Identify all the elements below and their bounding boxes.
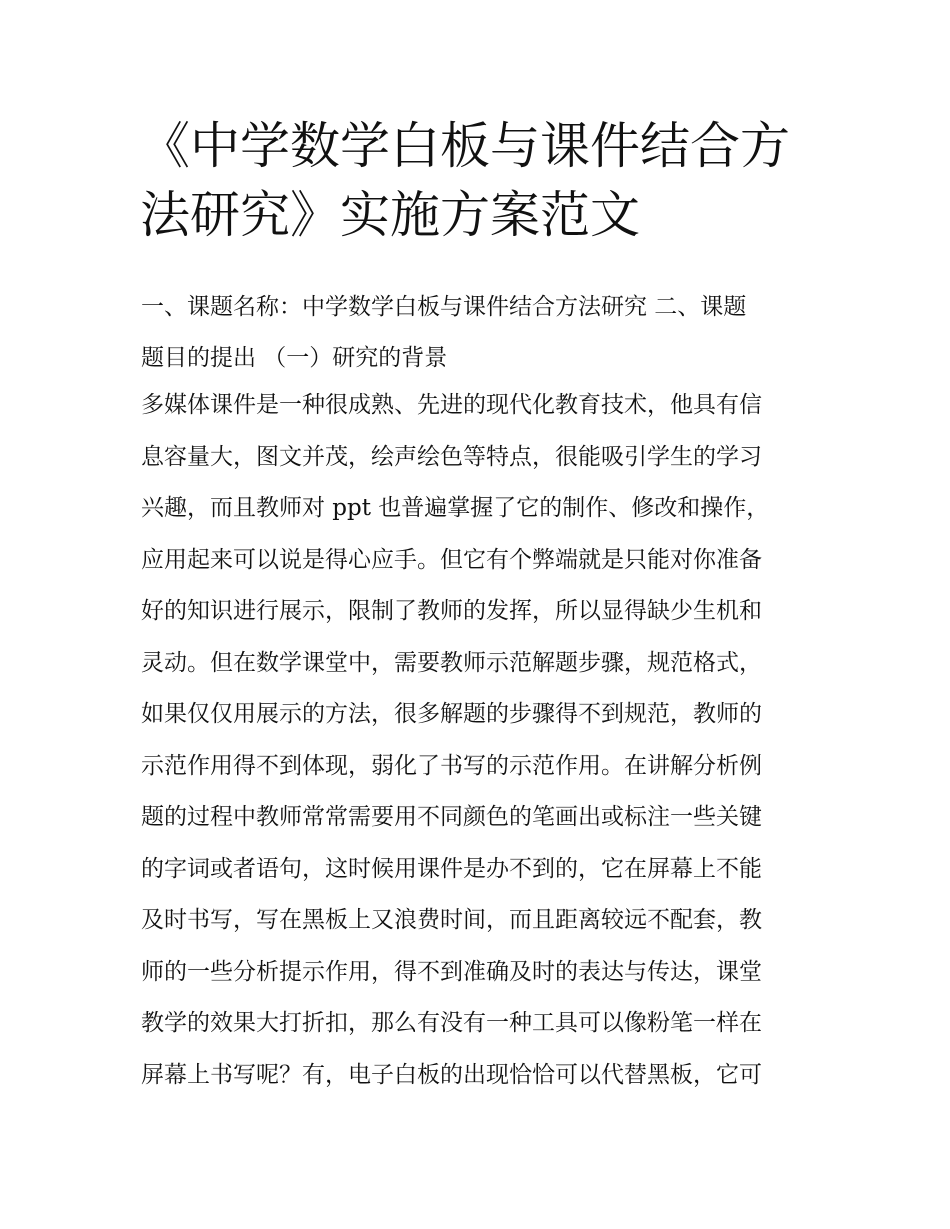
section-heading [141,282,821,384]
background-paragraph [141,380,821,1101]
heading-line: 一、课题名称：中学数学白板与课件结合方法研究 二、课题 [141,294,747,320]
paragraph-line: 兴趣，而且教师对 ppt 也普遍掌握了它的制作、修改和操作， [141,495,770,521]
paragraph-line: 屏幕上书写呢？有，电子白板的出现恰恰可以代替黑板，它可 [141,1061,762,1088]
paragraph-line: 教学的效果大打折扣，那么有没有一种工具可以像粉笔一样在 [141,1010,762,1036]
title-line: 《中学数学白板与课件结合方 [140,117,790,175]
paragraph-line: 应用起来可以说是得心应手。但它有个弊端就是只能对你准备 [141,546,762,573]
title-line: 法研究》实施方案范文 [140,186,640,244]
paragraph-line: 题的过程中教师常常需要用不同颜色的笔画出或标注一些关键 [141,804,762,830]
paragraph-line: 示范作用得不到体现，弱化了书写的示范作用。在讲解分析例 [141,752,762,779]
paragraph-line: 的字词或者语句，这时候用课件是办不到的，它在屏幕上不能 [141,855,762,882]
paragraph-line: 如果仅仅用展示的方法，很多解题的步骤得不到规范，教师的 [141,701,762,727]
paragraph-line: 好的知识进行展示，限制了教师的发挥，所以显得缺少生机和 [141,598,762,624]
paragraph-line: 多媒体课件是一种很成熟、先进的现代化教育技术，他具有信 [141,392,762,418]
paragraph-line: 灵动。但在数学课堂中，需要教师示范解题步骤，规范格式， [141,649,762,676]
paragraph-line: 及时书写，写在黑板上又浪费时间，而且距离较远不配套，教 [141,907,762,933]
paragraph-line: 息容量大，图文并茂，绘声绘色等特点，很能吸引学生的学习 [141,443,762,470]
document-title [140,112,820,250]
paragraph-line: 师的一些分析提示作用，得不到准确及时的表达与传达，课堂 [141,958,762,985]
heading-line: 题目的提出 （一）研究的背景 [141,345,448,371]
